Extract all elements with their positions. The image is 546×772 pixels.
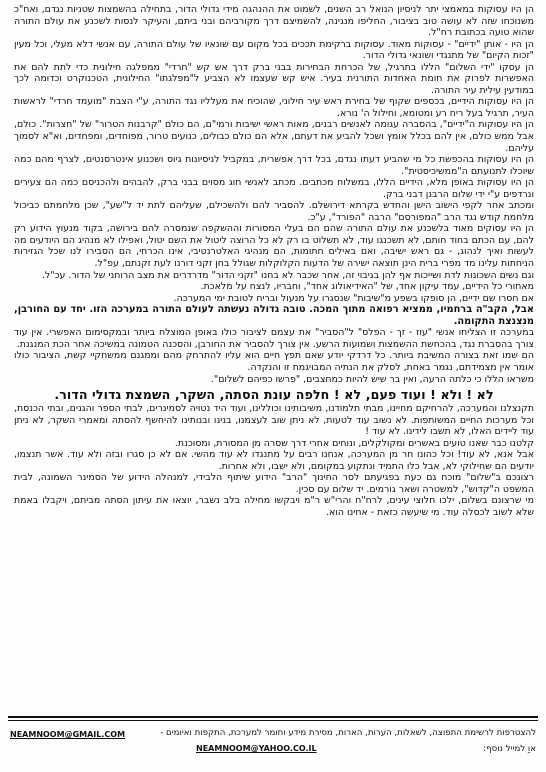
paragraph: תקנצלנו והמערכה, להרחיקם מחיינו, מבתי תלמודנו, משיבותינו וכוללינו, ועוד היד נטויה לסמינרים, לבתי הספר והגנים, ובתי הכנסת, וכל מערכות החיים המשותפות. לא נשוב עוד לטעות, לא ניתן שוב לעצמנו, בנינו ובנותינו להיחשף להסתה ומאמרי השקר, לא ניתן עוד ליידים האלו, לא תשבו לידינו. לא עוד !	[14, 403, 534, 438]
paragraph: במערכה זו הצליחו אנשי "עוז - זך - הפלס" ל"הסביר" את עצמם לציבור כולו באופן המוצלח ביותר ובמקסימום האפשרי. אין עוד צורך בהסברת נגד, בהכחשת ההשמצות ושמועות הרשע. אין צורך להסביר את החורבן, והסכנה הטמונה במשיכה אחר הכת המנגנת.	[14, 327, 534, 350]
paragraph: הן היו עסוקות הידיים, בכספים שקוף של בחירת ראש עיר חילוני, שהוכיח את מעלליו נגד התורה, ע"י הצבת "מועמד חרדי" לראשות העיר, תרגיל בעל ריח רע ומטומא, וחילול ה' נורא.	[14, 96, 534, 119]
footer-contact-text: להצטרפות לרשימת התפוצה, לשאלות, הערות, הארות, מסירת מידע וחומר למערכת, התקפות ואיומים -	[160, 728, 536, 738]
paragraph: הן היו עסוקות בהכפשת כל מי שהביע דעתו נגדם, בכל דרך אפשרית, במקביל לניסיונות גיוס ושכנוע אינטרסנטים, לצרף מהם כמה שיוכלו לתנועתם ה"ממשיכיסטית".	[14, 154, 534, 177]
paragraph: הן היו - אותן "ידיים" - עסוקות מאוד. עסוקות ברקימת תככים בכל מקום עם שונאיו של עולם התורה, עם אנשי דלא מעלי, וכל מעין "זכות הקיום" של מתנגדי ושונאי גדולי הדור.	[14, 38, 534, 62]
paragraph: מאחורי כל הידיים, עמד עיקון אחד, של "האידיאולוג אחד", וחבריו, לנצח על מלאכת.	[200, 281, 534, 293]
footer-separator	[8, 716, 538, 721]
paragraph: הן היו עסוקים מאוד בלשכנע את עולם התורה שהם הם בעלי המסורות וההשקפה שנמסרה להם בירושה, בקוד מנעוץ הידוע רק להם, עם הכתם בחוד חותם, לא תשכנגו עוד, לא תשלוט בו רק לא כל הרוצה ליטול את השם יטול, ואפילו לא מנהיג הם היודעים מה לעשות ואיך לנהוג, - גם ראש ישיבה, ואם באילים חתומות, הם מנהיגי האלטרנטיבי, אינו הכרחי, הם הסבירו לנו שכל הגזירות הניחתות עלינו מד מפרי ברית הינן תוצאה ישירה של הדעות הקלוקלות שגולל בחן זקני דורנו לעת זקנתם, עפ"ל.	[14, 223, 534, 270]
headline-banner: לא ! ולא ! ועוד פעם, לא ! חלפה עונת הסתה, השקר, השמצת גדולי הדור.	[54, 387, 494, 403]
paragraph: משראו הללו כי כלתה הרעה, ואין בר שיש להיות כמחצבים, "פרשו כפיהם לשלום".	[210, 373, 534, 385]
paragraph: אבל אנא, לא עוד! וכל כהונו חר מן המערכה, אנחנו רבים על מתנגדו לא עוד מהשי. אם לא כן סגרו ובזה ולא עוד. אשר תנצמו, יודעים הם שחילוקי לא, אבל כלו התמיד ונתקוע במקומם, ולא ישבו, ולא אחרות.	[14, 449, 534, 472]
footer-credit-text: אוַ למייל נוסף:	[483, 744, 536, 754]
paragraph: הן היו עסוקות ה"ידיים", בהסברה עגומה לאנשים רבנים, מאות ראשי ישיבות ורמי"ם, הם כולם "קרבנות הטרור" של "חצרות". כולם, אבל ממש כולם, אין להם בכלל אומץ ושכל להביע את דעתם, אלא הם כולם כבולים, כנועים טרור, מפוחדים, ומפחדים, וא"א לסמוך עליהם.	[14, 119, 534, 154]
highlight-paragraph: אבל, הקב"ה ברחמיו, ממציא רפואה מתוך המכה. טובה גדולה נעשתה לעולם התורה במערכה הזו. יחד עם החורבן, מנצנצת התקומה.	[14, 304, 534, 327]
paragraph: וגם נשים השכונות לדת ושייכות אף להן בגיבוי זה, אחר שכבר לא בחנו "זקני הדור" מדרדרים את מצב הרוחני של הדור. עכ"ל.	[41, 269, 534, 281]
paragraph: הן היו עסוקות באופן מלא, הידיים הללו, במשלוח מכתבים. מכתב לאנשי חוג מסוים בבני ברק, להבהים ולהכניסם כמה הם צעירים ונרדפים ע"י ידי שלום הרבנן דבני ברק.	[14, 177, 534, 200]
paragraph: הן היו עסוקות במאמצי יתר לניסיון הנואל רב השנים, לשמוט את ההנהגה מידי גדולי הדור, בתחילה בהשמצות שטניות נגדם, ואח"כ משנוכחו שזה לא עושה טוב בציבור, החליפו מנגינה, להשמיצם דרך מקורביהם ובני ביתם, והעיקר לנסות לשכנע את עולם התורה שהוא טועה בכתובת רח"ל.	[14, 4, 534, 39]
footer-email-gmail[interactable]: NEAMNOOM@GMAIL.COM	[10, 730, 126, 739]
paragraph: הן עסקו "ידי השלום" הללו בתרגיל, של הכרחת הבחירות בבני ברק דרך אש קש "חרדי" ממפלגה חילונית כדי לתת להם את האפשרות לפרוק את חומת האחדות התורנית בעיר. איש קש שעצמו לא הצביע ל"מפלגתו" החילונית, הטכנוקרט וכדומה לכך במודעין עילית עיר התורה.	[14, 61, 534, 96]
paragraph: ומכתב אחר לקפי הישוב הישן והחדש בקרתא דירושלם. להסביר להם ולהשכילם, שעליהם לתת יד ל"שע", שכן מלחמתם כביכול מלחמת קודש נגד הרב "המפורסם" הרבה "הפורד", ע"כ.	[14, 200, 534, 223]
paragraph: מי שרצונם בשלום, ילכו חלוצי עינים, לרח"ח והרי"ש ר"מ ויבקשו מחילה בלב נשבר, יוצאו את עיתון הסתה מביתם, ויקבלו באמת שלא לשוב לכסלה עוד. מי שיעשה כזאת - אחינו הוא.	[14, 495, 534, 518]
footer-email-yahoo[interactable]: NEAMNOOM@YAHOO.CO.IL	[196, 744, 317, 753]
article-body	[14, 4, 534, 519]
paragraph: רצונכם ב"שלום" מוכח גם כעת בפגיעתם לסר החינוך "הרב" הידוע שיתוף הלבידי, למנהלה הידוע של הסמינר השמונה, לבית המשפט ה"קדוש", למשטרה ושאר גורמים. יד שלום עם סכין.	[14, 472, 534, 495]
paragraph: אם חסרו שם ידיים, הן סופקו בשפע מ"שיבות" שנסגרו על מנעול ובריח לטובת ימי המערכה.	[173, 292, 534, 304]
paragraph: הם שמו זאת בצורה המשיבת ביותר. כל דרדקי יודע שאם תפץ חיים הוא עליו להתרחק מהם וממגנם ממשחקיי קשת, הציבור כולו אומר אין מצמידתם, נגמר באחת, לסלק את הנתיה המבויגמת זו והנקדה.	[14, 350, 534, 373]
paragraph: קלטנו כבר שאנו טועים באשרים ומקולקלים, ונוחים אחרי דרך שסרה מן המסורת, ומסוכנת.	[174, 437, 534, 449]
